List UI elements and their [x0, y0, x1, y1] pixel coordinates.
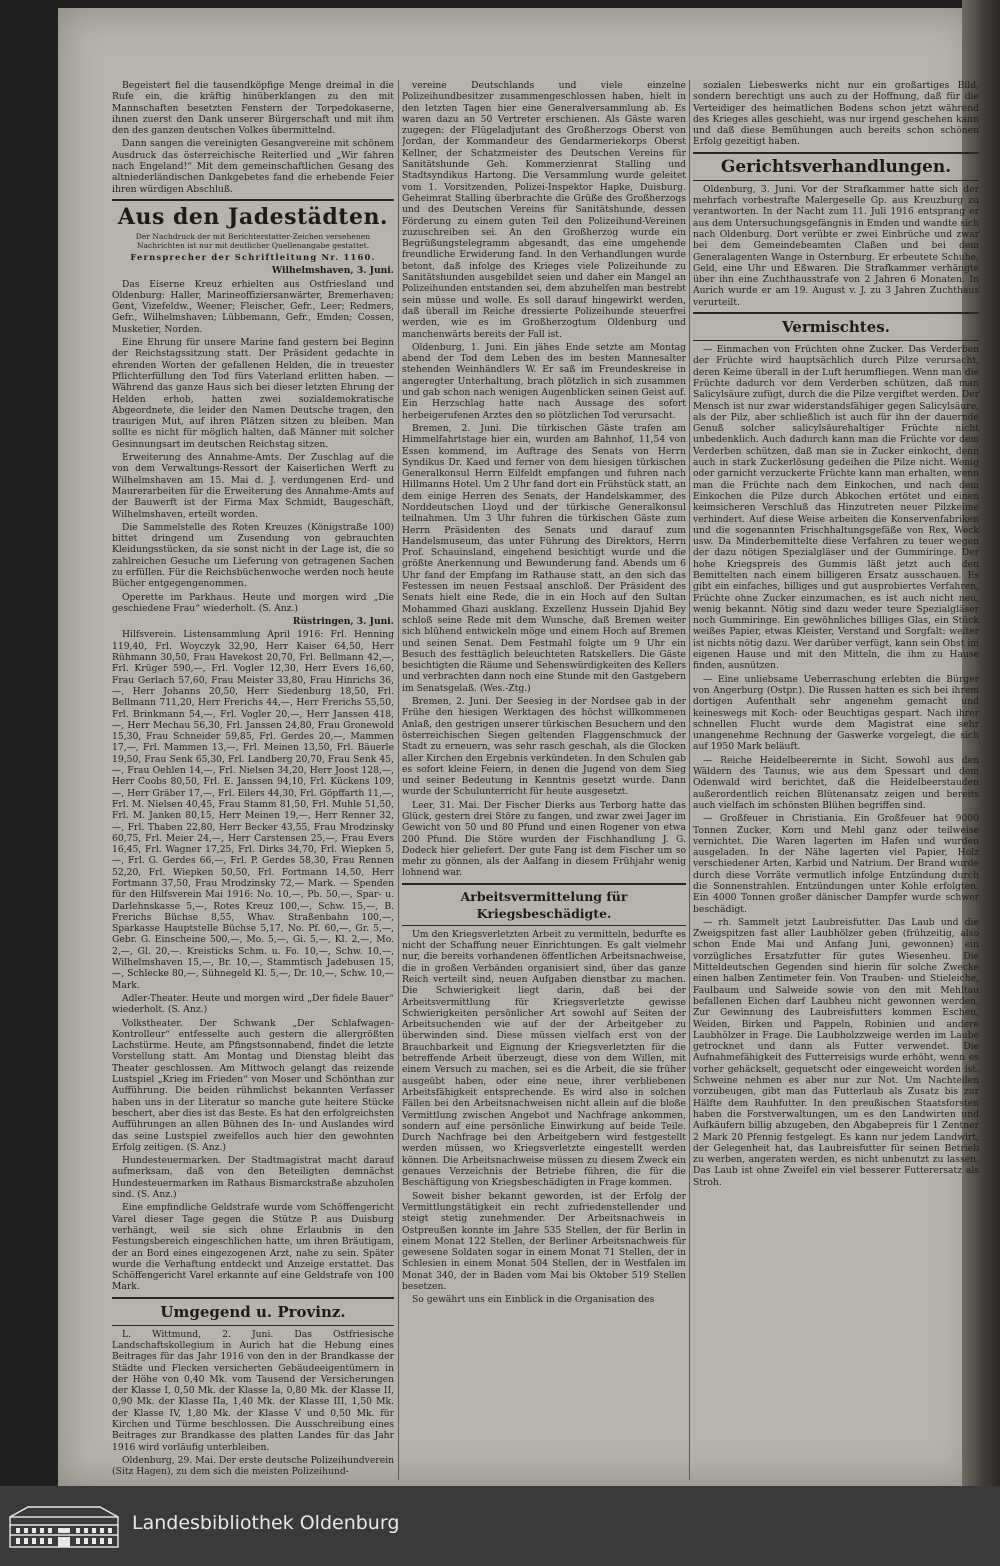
article-paragraph: — Großfeuer in Christiania. Ein Großfeuer hat 9000 Tonnen Zucker, Korn und Mehl ganz oder teilweise vernichtet. Die Waren lagerten im Hafen und wurden ausgeladen. In der Nähe lagerten viel Papier, Holz verschiedener Arten, Karbid und Natrium. Der Brand wurde durch diese Vorräte vermutlich infolge Entzündung durch die Sonnenstrahlen. Entzündungen unter Kohle erfolgten. Ein 4000 Tonnen großer dänischer Dampfer wurde schwer beschädigt. [693, 813, 979, 915]
column-left [112, 80, 394, 1480]
section-rule [402, 925, 686, 926]
column-rule [398, 80, 399, 1480]
article-paragraph: Operette im Parkhaus. Heute und morgen wird „Die geschiedene Frau“ wiederholt. (S. Anz.) [112, 591, 394, 614]
section-heading: Aus den Jadestädten. [117, 203, 389, 230]
dateline: Wilhelmshaven, 3. Juni. [271, 265, 394, 277]
article-paragraph: L. Wittmund, 2. Juni. Das Ostfriesische Landschaftskollegium in Aurich hat die Hebung eines Beitrages für das Jahr 1916 von den in der Brandkasse der Städte und Flecken versicherten Gebäudeeigentümern in der Höhe von 0,40 Mk. vom Tausend der Versicherungen der Klasse I, 0,50 Mk. der Klasse Ia, 0,80 Mk. der Klasse II, 0,90 Mk. der Klasse IIa, 1,40 Mk. der Klasse III, 1,50 Mk. der Klasse IV, 1,80 Mk. der Klasse V und 0,50 Mk. für Kirchen und Türme beschlossen. Die Ausschreibung eines Beitrages zur Brandkasse des platten Landes für das Jahr 1916 wird vorläufig unterbleiben. [112, 1328, 394, 1453]
article-paragraph: Soweit bisher bekannt geworden, ist der Erfolg der Vermittlungstätigkeit ein recht zufriedenstellender und steigt stetig zunehmender. Der Arbeitsnachweis in Ostpreußen konnte im Jahre 535 Stellen, der für Berlin in einem Monat 122 Stellen, der Berliner Arbeitsnachweis für gewesene Soldaten sogar in einem Monat 71 Stellen, der in Schlesien in einem Monat 504 Stellen, der in Westfalen im Monat 340, der in Baden vom Mai bis Oktober 519 Stellen besetzen. [402, 1190, 686, 1292]
column-rule [689, 80, 690, 1480]
article-paragraph: Eine empfindliche Geldstrafe wurde vom Schöffengericht Varel dieser Tage gegen die Stütze P. aus Duisburg verhängt, weil sie sich ohne Erlaubnis in den Festungsbereich eingeschlichen hatte, um ihren Bräutigam, der an Bord eines eingezogenen Arzt, nahe zu sein. Später wurde die Verhaftung entdeckt und Anzeige erstattet. Das Schöffengericht Varel erkannte auf eine Geldstrafe von 100 Mark. [112, 1202, 394, 1293]
article-paragraph: Begeistert fiel die tausendköpfige Menge dreimal in die Rufe ein, die kräftig hinüberklangen zu den mit Mannschaften besetzten Fenstern der Torpedokaserne, ihnen zuerst den Dank unserer Bürgerschaft und mit ihm den des ganzen deutschen Volkes übermittelnd. [112, 80, 394, 137]
section-rule [693, 312, 979, 314]
article-paragraph: — Einmachen von Früchten ohne Zucker. Das Verderben der Früchte wird hauptsächlich durch Pilze verursacht, deren Keime überall in der Luft herumfliegen. Wenn man die Früchte dadurch vor dem Verderben schützen, daß man Salicylsäure zufügt, durch die die Pilze vergiftet werden. Der Mensch ist nur zwar widerstandsfähiger gegen Salicylsäure, als der Pilz, aber schließlich ist auch für ihn der dauernde Genuß solcher salicylsäurehaltiger Früchte nicht unbedenklich. Auch dadurch kann man die Früchte vor dem Verderben schützen, daß man sie in Zucker einkocht, denn auch in stark Zuckerlösung gedeihen die Pilze nicht. Wenig oder garnicht verzuckerte Früchte kann man erhalten, wenn man die Früchte nach dem Einkochen, und nach dem Einkochen die Pilze durch Abkochen ertötet und einen keimsicheren Verschluß das Hinzutreten neuer Pilzkeime verhindert. Auf diese Weise arbeiten die Konservenfabriken und die sogenannten Frischhaltungsgefäße von Rex, Weck usw. Da Minderbemittelte diese Verfahren zu teuer wegen der dazu nötigen Spezialgläser und der Gummiringe. Der hohe Kriegspreis des Gummis läßt jetzt auch den Bemittelten nach einem billigeren Ersatz ausschauen. Es gibt ein einfaches, billiges und gut ausprobiertes Verfahren, Früchte ohne Zucker einzumachen, es ist auch nicht neu, wenig bekannt. Nötig sind dazu weder teure Spezialgläser noch Gummiringe. Ein gewöhnliches billiges Glas, ein Stück weißes Papier, etwas Kleister, Verstand und Sorgfalt: weiter ist nichts nötig dazu. Wer darüber verfügt, kann sein Obst im eigenen Hause und mit den Mitteln, die ihm zu Hause finden, ausnützen. [693, 344, 979, 672]
article-paragraph: Eine Ehrung für unsere Marine fand gestern bei Beginn der Reichstagssitzung statt. Der Präsident gedachte in ehrenden Worten der gefallenen Helden, die in treuester Pflichterfüllung den Tod fürs Vaterland erlitten haben. — Während das ganze Haus sich bei dieser letzten Ehrung der Helden erhob, hatten zwei sozialdemokratische Abgeordnete, die leider den Namen Deutsche tragen, den traurigen Mut, auf ihren Plätzen sitzen zu bleiben. Man sollte es nicht für möglich halten, daß Männer mit solcher Gesinnungsart im deutschen Reichstag sitzen. [112, 337, 394, 450]
section-heading: Gerichtsverhandlungen. [720, 156, 952, 177]
telephone-line: Fernsprecher der Schriftleitung Nr. 1160. [130, 251, 376, 262]
article-paragraph: — Eine unliebsame Ueberraschung erlebten die Bürger von Angerburg (Ostpr.). Die Russen hatten es sich bei ihrem dortigen Aufenthalt sehr angenehm gemacht und keineswegs mit Koch- oder Beuchtigas gespart. Nach ihrer schnellen Flucht wurde dem Magistrat eine sehr unangenehme Rechnung der Gaswerke vorgelegt, die sich auf 1950 Mark beläuft. [693, 673, 979, 753]
article-paragraph: Adler-Theater. Heute und morgen wird „Der fidele Bauer“ wiederholt. (S. Anz.) [112, 992, 394, 1016]
article-paragraph: — rh. Sammelt jetzt Laubreisfutter. Das Laub und die Zweigspitzen fast aller Laubhölzer geben (frühzeitig, also schon Ende Mai und Anfang Juni, gewonnen) ein vorzügliches Ersatzfutter für gutes Wiesenheu. Die Mitteldeutschen Gegenden sind hierin für solche Zwecke einen halben Zentimeter fein. Von Trauben- und Stieleiche, Faulbaum und Salweide sowie von den mit Mehltau befallenen Eichen darf Laubheu nicht gewonnen werden. Zur Gewinnung des Laubreisfutters kommen Eschen, Weiden, Birken und Pappeln, Robinien und andere Laubhölzer in Frage. Die Laubholzzweige werden im Laube getrocknet und dann als Futter verwendet. Die Aufnahmefähigkeit des Futterreisigs wurde erhöht, wenn es vorher gehäckselt, gequetscht oder eingeweicht worden ist. Schweine nehmen es aber nur zur Not. Um Nachteilen vorzubeugen, gibt man das Futterlaub als Zusatz bis zur Hälfte dem Rauhfutter. In den preußischen Staatsforsten haben die Forstverwaltungen, um es den Landwirten und Aufkäufern billig abzugeben, den Abgabepreis für 1 Zentner 2 Mark 20 Pfennig festgelegt. Es kann nur jedem Landwirt, der Gelegenheit hat, das Laubreisfutter für seinen Betrieb zu werben, angeraten werden, es nicht unbenutzt zu lassen. Das Laub ist ohne Zweifel ein viel besserer Futterersatz als Stroh. [693, 916, 979, 1188]
article-paragraph: — Reiche Heidelbeerernte in Sicht. Sowohl aus den Wäldern des Taunus, wie aus dem Spessart und dem Odenwald wird berichtet, daß die Heidelbeerstauden außerordentlich reichen Blütenansatz zeigen und bereits auch vielfach im schönsten Blühen begriffen sind. [693, 754, 979, 811]
article-paragraph: Bremen, 2. Juni. Die türkischen Gäste trafen am Himmelfahrtstage hier ein, wurden am Bahnhof, 11,54 von Essen kommend, im Auftrage des Senats von Herrn Syndikus Dr. Kaed und ferner von dem hiesigen türkischen Generalkonsul Herrn Eilfeldt empfangen und fuhren nach Hillmanns Hotel. Um 2 Uhr fand dort ein Frühstück statt, an dem einige Herren des Senats, der Handelskammer, des Norddeutschen Lloyd und der türkische Generalkonsul teilnahmen. Um 3 Uhr fuhren die türkischen Gäste zum Herrn Präsidenten des Senats und darauf zum Handelsmuseum, das unter Führung des Direktors, Herrn Prof. Schauinsland, eingehend besichtigt wurde und die größte Anerkennung und Bewunderung fand. Abends um 6 Uhr fand der Empfang im Rathause statt, an den sich das Festessen im neuen Festsaal anschloß. Der Präsident des Senats hielt eine Rede, die in ein Hoch auf den Sultan Mohammed Ghazi ausklang. Exzellenz Hussein Djahid Bey schloß seine Rede mit dem Wunsche, daß Bremen weiter sich blühend entwickeln möge und einem Hoch auf Bremen und seinen Senat. Dem Festmahl folgte um 9 Uhr ein Besuch des festtäglich beleuchteten Ratskellers. Die Gäste besichtigten die Räume und Sehenswürdigkeiten des Kellers und verbrachten dann noch eine Stunde mit den Gastgebern im Senatsgelaß. (Wes.-Ztg.) [402, 422, 686, 694]
article-paragraph: Um den Kriegsverletzten Arbeit zu vermitteln, bedurfte es nicht der Schaffung neuer Einrichtungen. Es galt vielmehr nur, die bereits vorhandenen öffentlichen Arbeitsnachweise, die in großen Verbänden organisiert sind, über das ganze Reich verteilt sind, neuen Aufgaben dienstbar zu machen. Die Schwierigkeit liegt darin, daß bei der Arbeitsvermittlung für Kriegsverletzte gewisse Schwierigkeiten persönlicher Art sowohl auf Seiten der Arbeitsuchenden wie auf der der Arbeitgeber zu überwinden sind. Diese müssen vielfach erst von der Brauchbarkeit und Eignung der Kriegsverletzten für die betreffende Arbeit überzeugt, diese von dem Willen, mit einem Versuch zu machen, sei es die Arbeit, die sie früher ausgeübt haben, oder eine neue, ihrer verbliebenen Arbeitsfähigkeit entsprechende. Es wird also in solchen Fällen bei den Arbeitsnachweisen nicht allein auf die bloße Vermittlung zwischen Angebot und Nachfrage ankommen, sondern auf eine persönliche Einwirkung auf beide Teile. Durch Nachfrage bei den Arbeitgebern wird festgestellt werden müssen, wo Kriegsverletzte eingestellt werden können. Die Arbeitsnachweise müssen zu diesem Zweck ein genaues Verzeichnis der Betriebe führen, die für die Beschäftigung von Kriegsbeschädigten in Frage kommen. [402, 928, 686, 1189]
article-paragraph: So gewährt uns ein Einblick in die Organisation des [412, 1294, 655, 1306]
section-rule [693, 180, 979, 181]
section-heading: Umgegend u. Provinz. [160, 1302, 346, 1321]
library-logo-icon [8, 1505, 120, 1549]
column-middle [402, 80, 686, 1480]
article-paragraph: Oldenburg, 29. Mai. Der erste deutsche Polizeihundverein (Sitz Hagen), zu dem sich die meisten Polizeihund- [112, 1454, 394, 1478]
article-paragraph: Leer, 31. Mai. Der Fischer Dierks aus Terborg hatte das Glück, gestern drei Störe zu fangen, und zwar zwei Jager im Gewicht von 50 und 80 Pfund und einen Rogener von etwa 200 Pfund. Die Störe wurden der Fischhandlung J. G. Dodeck hier geliefert. Der gute Fang ist dem Fischer um so mehr zu gönnen, als der Aalfang in diesem Frühjahr wenig lohnend war. [402, 799, 686, 879]
section-rule [693, 340, 979, 341]
column-right [693, 80, 979, 1480]
dateline: Rüstringen, 3. Juni. [292, 616, 394, 628]
article-paragraph: Hundesteuermarken. Der Stadtmagistrat macht darauf aufmerksam, daß von den Beteiligten demnächst Hundesteuermarken im Rathaus Bismarckstraße abzuholen sind. (S. Anz.) [112, 1155, 394, 1201]
article-paragraph: vereine Deutschlands und viele einzelne Polizeihundbesitzer zusammengeschlossen haben, hielt in den letzten Tagen hier eine Generalversammlung ab. Es waren dazu an 50 Vertreter erschienen. Als Gäste waren zugegen: der Flügeladjutant des Großherzogs Oberst von Jordan, der Kommandeur des Gendarmeriekorps Oberst Kellner, der Schatzmeister des Deutschen Vereins für Sanitätshunde Geh. Kommerzienrat Stalling und Stadtsyndikus Hartong. Die Versammlung wurde geleitet vom 1. Vorsitzenden, Polizei-Inspektor Hapke, Duisburg. Geheimrat Stalling überbrachte die Grüße des Großherzogs und des Deutschen Vereins für Sanitätshunde, dessen Förderung zu einem guten Teil den Polizeihund-Vereinen zuzuschreiben sei. An den Großherzog wurde ein Begrüßungstelegramm abgesandt, das eine umgehende freundliche Erwiderung fand. In den Verhandlungen wurde betont, daß infolge des Krieges viele Polizeihunde zu Sanitätshunden ausgebildet seien und daher ein Mangel an Polizeihunden entstanden sei, dem abzuhelfen man bestrebt sein müsse und wolle. Es soll darauf hingewirkt werden, daß überall im Reiche dressierte Polizeihunde steuerfrei werden, wie es im Großherzogtum Oldenburg und manchenwärts bereits der Fall ist. [402, 80, 686, 340]
article-paragraph: Erweiterung des Annahme-Amts. Der Zuschlag auf die von dem Verwaltungs-Ressort der Kaiserlichen Werft zu Wilhelmshaven am 15. Mai d. J. verdungenen Erd- und Maurerarbeiten für die Erweiterung des Annahme-Amts auf der Bauwerft ist der Firma Max Schmidt, Baugeschäft, Wilhelmshaven, erteilt worden. [112, 452, 394, 520]
article-paragraph: Die Sammelstelle des Roten Kreuzes (Königstraße 100) bittet dringend um Zusendung von gebrauchten Kleidungsstücken, da sie sonst nicht in der Lage ist, die so zahlreichen Gesuche um Lieferung von getragenen Sachen zu erfüllen. Für die Reichsbüchenwoche werden noch heute Bücher entgegengenommen. [112, 521, 394, 590]
article-paragraph: sozialen Liebeswerks nicht nur ein großartiges Bild, sondern berechtigt uns auch zu der Hoffnung, daß für die Verteidiger des heimatlichen Bodens schon jetzt während des Krieges alles geschieht, was nur irgend geschehen kann und daß diese Bemühungen auch bereits schon schönen Erfolg gezeitigt haben. [693, 80, 979, 148]
article-paragraph: Dann sangen die vereinigten Gesangvereine mit schönem Ausdruck das österreichische Reiterlied und „Wir fahren nach Engeland!“ Mit dem gemeinschaftlichen Gesang des altniederländischen Dankgebetes fand die erhebende Feier ihren würdigen Abschluß. [112, 138, 394, 195]
section-heading: Vermischtes. [782, 318, 890, 337]
article-paragraph: Oldenburg, 3. Juni. Vor der Strafkammer hatte sich der mehrfach vorbestrafte Malergeselle Gp. aus Kreuzburg zu verantworten. In der Nacht zum 11. Juli 1916 entsprang er aus dem Untersuchungsgefängnis in Emden und wandte sich nach Oldenburg. Dort verübte er zwei Einbrüche und zwar bei dem Gemeindebeamten Claßen und bei dem Generalagenten Wange in Osternburg. Er erbeutete Schuhe, Geld, eine Uhr und Eßwaren. Die Strafkammer verhängte über ihn eine Zuchthausstrafe von 2 Jahren 6 Monaten. In Aurich wurde er am 19. August v. J. zu 3 Jahren Zuchthaus verurteilt. [693, 183, 979, 308]
section-rule [112, 1297, 394, 1299]
article-paragraph: Hilfsverein. Listensammlung April 1916: Frl. Henning 119,40, Frl. Woyczyk 32,90, Herr Kaiser 64,50, Herr Rühmann 30,50, Frau Havekost 20,70, Frl. Bellmann 42,—, Frl. Krüger 590,—, Frl. Vogler 12,30, Herr Evers 16,60, Frau Gerlach 57,60, Frau Meister 33,80, Frau Hinrichs 36,—, Herr Johanns 20,50, Herr Siedenburg 18,50, Frl. Bellmann 711,20, Herr Frerichs 44,—, Herr Frerichs 55,50, Frl. Brinkmann 54,—, Frl. Vogler 20,—, Herr Janssen 418,—, Herr Mechau 56,30, Frl. Janssen 24,80, Frau Gronewold 15,30, Frau Schneider 59,85, Frl. Gerdes 20,—, Mammen 17,—, Frl. Mammen 13,—, Frl. Meinen 13,50, Frl. Bäuerle 19,50, Frau Senk 65,30, Frl. Landberg 20,70, Frau Senk 45,—, Frau Oehlen 14,—, Frl. Nielsen 34,20, Herr Joost 128,—, Herr Coobs 80,50, Frl. E. Janssen 94,10, Frl. Kückens 109,—, Herr Gräber 17,—, Frl. Eilers 44,30, Frl. Göpffarth 11,—, Frl. M. Nielsen 40,45, Frau Stamm 81,50, Frl. Muhle 51,50, Frl. M. Janken 80,15, Herr Meinen 19,—, Herr Renner 32,—, Frl. Thaben 22,80, Herr Becker 43,55, Frau Mrodzinsky 60,75, Frl. Meier 24,—, Herr Carstensen 25,—, Frau Evers 16,45, Frl. Wagner 17,25, Frl. Dirks 34,70, Frl. Wiepken 5,—, Frl. G. Gerdes 66,—, Frl. P. Gerdes 58,30, Frau Rennen 52,20, Frl. Wiepken 50,50, Frl. Fortmann 14,50, Herr Fortmann 37,50, Frau Mrodzinsky 72,— Mark. — Spenden für den Hilfsverein Mai 1916: No. 10,—, Pb. 50,—, Spar- u. Darlehnskasse 5,—, Rotes Kreuz 100,—, Schw. 15,—, B. Frerichs Büchse 8,55, Whav. Straßenbahn 100,—, Sparkasse Hauptstelle Büchse 5,17, No. Pf. 60,—, Gr. 5,—, Gebr. G. Einscheine 500,—, Mo. 5,—, Gi. 5,—, Kl. 2,—, Mo. 2,—, Gl. 20,—. Kreisticks Schm. u. Fo. 10,—, Schw. 10,—, Wilhelmshaven 15,—, Br. 10,—, Stammtisch Jadebusen 15,—, Schlecke 80,—, Sühnegeld Kl. 5,—, Dr. 10,—, Schw. 10,— Mark. [112, 629, 394, 991]
article-paragraph: Oldenburg, 1. Juni. Ein jähes Ende setzte am Montag abend der Tod dem Leben des im besten Mannesalter stehenden Weinhändlers W. Er saß im Freundeskreise in angeregter Unterhaltung, brach plötzlich in sich zusammen und gab schon nach wenigen Augenblicken seinen Geist auf. Ein Herzschlag hatte nach Aussage des sofort herbeigerufenen Arztes den so plötzlichen Tod verursacht. [402, 341, 686, 421]
section-heading: Arbeitsvermittelung für Kriegsbeschädigte. [460, 888, 628, 921]
article-paragraph: Volkstheater. Der Schwank „Der Schlafwagen-Kontrolleur“ entfesselte auch gestern die allergrößten Lachstürme. Heute, am Pfingstsonnabend, findet die letzte Vorstellung statt. Am Montag und Dienstag bleibt das Theater geschlossen. Am Mittwoch gelangt das reizende Lustspiel „Krieg im Frieden“ von Moser und Schönthan zur Aufführung. Die beiden rühmlichst bekannten Verfasser haben uns in der Literatur so manche gute heitere Stücke beschert, aber dies ist das Beste. Es hat den erfolgreichsten Aufführungen an allen Bühnen des In- und Auslandes wird das seine Lustspiel zweifellos auch hier den gewohnten Erfolg zeitigen. (S. Anz.) [112, 1017, 394, 1153]
section-rule [402, 883, 686, 885]
article-paragraph: Das Eiserne Kreuz erhielten aus Ostfriesland und Oldenburg: Haller, Marineoffiziersanwärter, Bremerhaven; Gent, Vizefeldw., Weener; Fleischer, Gefr., Leer; Redmers, Gefr., Wilhelmshaven; Lübbemann, Gefr., Emden; Cossen, Musketier, Norden. [112, 278, 394, 335]
reprint-note: Der Nachdruck der mit Berichterstatter-Zeichen versehenen Nachrichten ist nur mit deutlicher Quellenangabe gestattet. [135, 231, 371, 250]
article-paragraph: Bremen, 2. Juni. Der Seesieg in der Nordsee gab in der Frühe den hiesigen Werktagen des höchst willkommenen Anlaß, den gestrigen unserer türkischen Besuchern und den österreichischen Siegen geltenden Flaggenschmuck der Stadt zu erneuern, was sehr rasch geschah, als die Glocken aller Kirchen den Ergebnis verkündeten. In den Schulen gab es sofort kleine Feiern, in denen die Jugend von dem Sieg und seiner Bedeutung in Kenntnis gesetzt wurde. Dann wurde der Schulunterricht für heute ausgesetzt. [402, 696, 686, 798]
section-rule [693, 152, 979, 154]
section-rule [112, 199, 394, 201]
library-name: Landesbibliothek Oldenburg [132, 1512, 400, 1534]
section-rule [112, 1325, 394, 1326]
